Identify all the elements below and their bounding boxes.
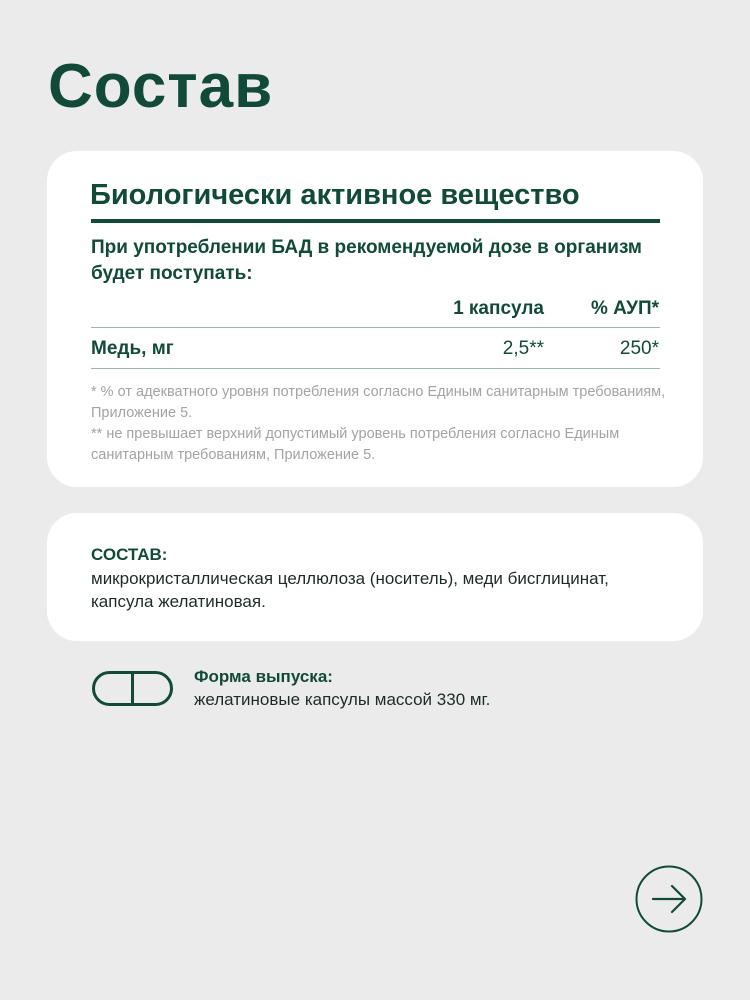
row-value-capsule: 2,5** <box>502 338 544 359</box>
capsule-icon <box>92 671 173 706</box>
column-header-capsule: 1 капсула <box>453 298 544 319</box>
next-button[interactable] <box>635 865 703 933</box>
footnote-upper-limit: ** не превышает верхний допустимый уровень потребления согласно Единым санитарным требованиям, Приложение 5. <box>91 426 620 463</box>
row-value-daily-percent: 250* <box>619 338 659 359</box>
active-substance-heading: Биологически активное вещество <box>90 179 580 211</box>
release-form-text: желатиновые капсулы массой 330 мг. <box>194 690 491 709</box>
row-label-copper: Медь, мг <box>91 338 174 359</box>
footnote-daily-level: * % от адекватного уровня потребления согласно Единым санитарным требованиям, Приложение 5. <box>91 384 666 421</box>
column-header-daily-percent: % АУП* <box>590 298 659 319</box>
active-substance-card <box>47 151 703 487</box>
heading-divider <box>91 219 660 223</box>
arrow-right-icon <box>635 865 703 933</box>
composition-title: СОСТАВ: <box>91 545 168 564</box>
release-form-title: Форма выпуска: <box>194 667 333 686</box>
composition-text: микрокристаллическая целлюлоза (носитель), меди бисглицинат, капсула желатиновая. <box>91 569 609 611</box>
table-divider-bottom <box>91 368 660 369</box>
page-title: Состав <box>48 52 274 121</box>
table-divider-top <box>91 327 660 328</box>
composition-card <box>47 513 703 641</box>
intro-text: При употреблении БАД в рекомендуемой дозе в организм будет поступать: <box>91 237 642 284</box>
